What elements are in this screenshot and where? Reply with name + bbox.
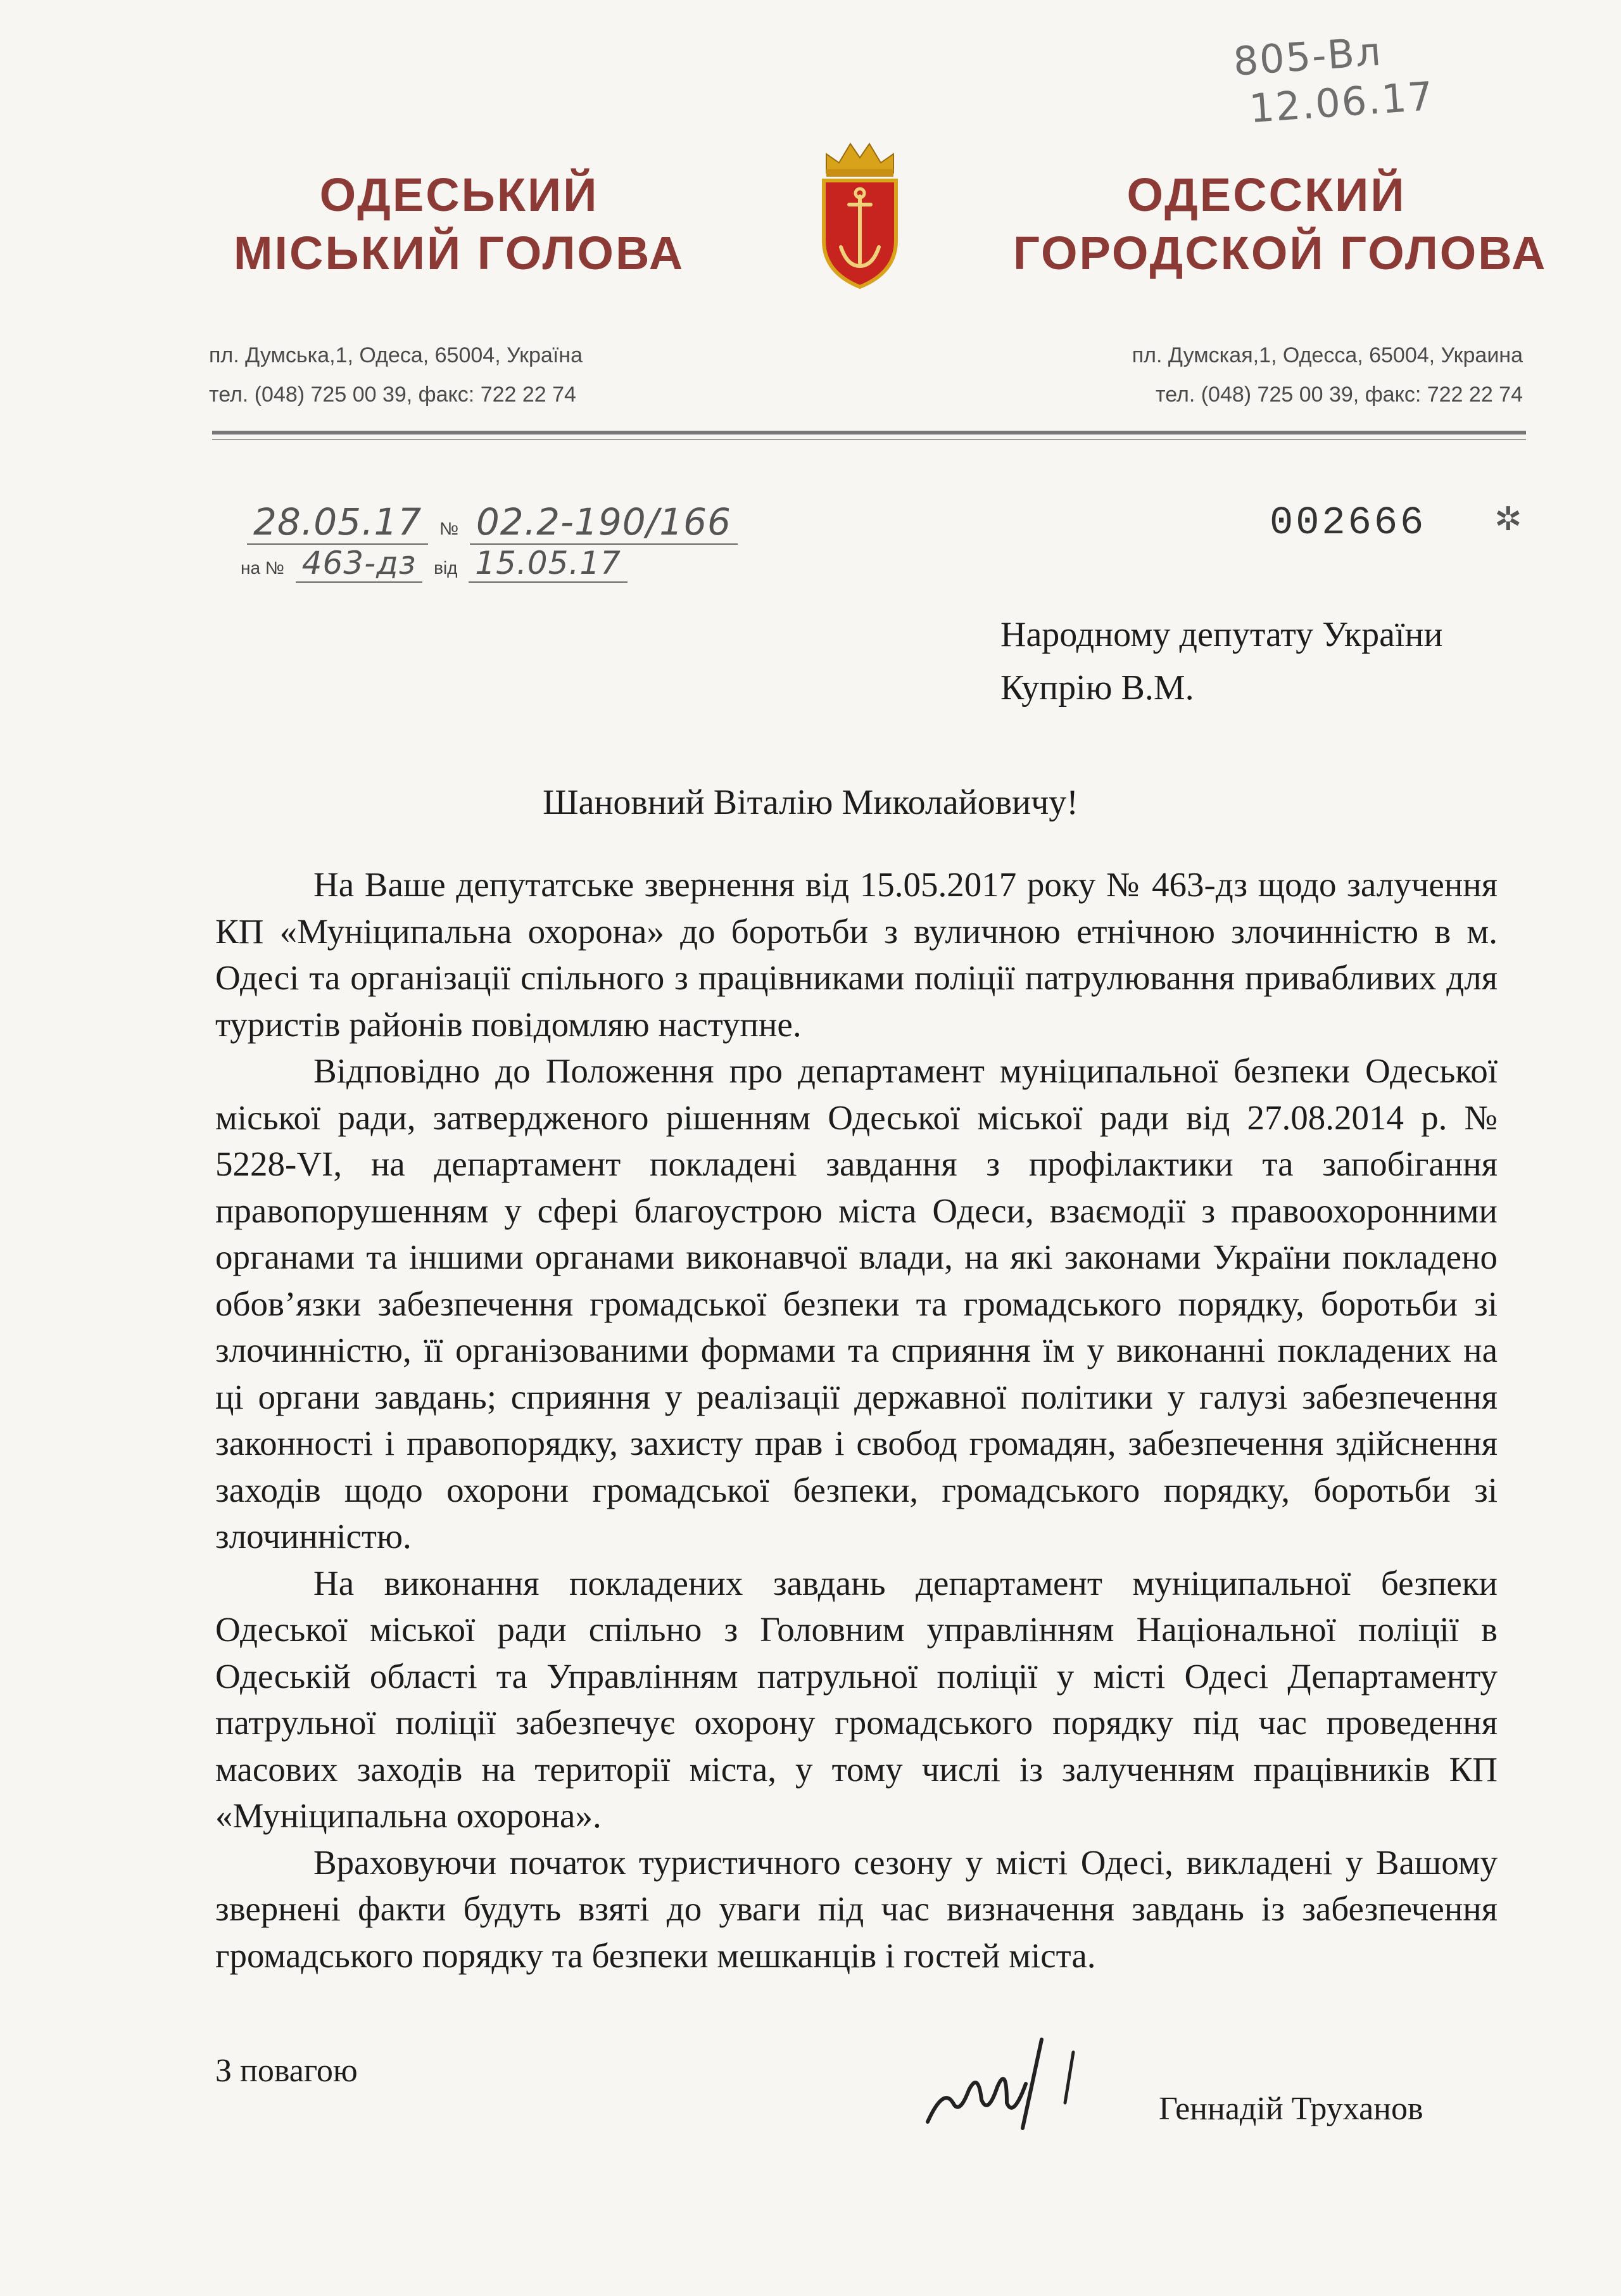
registration-line-reply: [234, 545, 628, 583]
body-paragraph-3: На виконання покладених завдань департамент муніципальної безпеки Одеської міської ради спільно з Головним управлінням Національної поліції в Одеській області та Управлінням патрульної поліції у місті Одесі Департаменту патрульної поліції забезпечує охорону громадського порядку під час проведення масових заходів на території міста, у тому числі із залученням працівників КП «Муніципальна охорона».: [215, 1563, 1498, 1835]
address-left: пл. Думська,1, Одеса, 65004, Україна: [209, 343, 583, 367]
handwritten-signature-icon: [918, 2027, 1114, 2134]
addressee: [1000, 608, 1539, 714]
serial-mark-icon: ✲: [1494, 502, 1522, 538]
registration-number: 02.2-190/166: [470, 500, 738, 545]
handwritten-corner-note: [1232, 20, 1504, 134]
letterhead-address-russian: [1016, 336, 1523, 414]
letterhead-divider-thin: [212, 439, 1526, 440]
corner-note-line2: 12.06.17: [1247, 72, 1436, 132]
reply-date: 15.05.17: [469, 545, 628, 583]
letterhead-left-line2: МІСЬКИЙ ГОЛОВА: [233, 227, 685, 279]
reply-date-label: від: [434, 558, 458, 578]
letterhead-right-line2: ГОРОДСКОЙ ГОЛОВА: [1013, 227, 1548, 279]
letterhead-divider: [212, 431, 1526, 434]
closing-phrase: З повагою: [215, 2053, 358, 2089]
registration-line-outgoing: [247, 500, 738, 545]
letterhead-address-ukrainian: [209, 336, 716, 414]
corner-note-line1: 805-Вл: [1232, 28, 1384, 85]
document-serial-number: 002666: [1270, 500, 1427, 545]
reply-number: 463-дз: [296, 545, 423, 583]
phone-right: тел. (048) 725 00 39, факс: 722 22 74: [1156, 383, 1523, 407]
body-paragraph-2: Відповідно до Положення про департамент муніципальної безпеки Одеської міської ради, затвердженого рішенням Одеської міської ради від 27.08.2014 р. № 5228-VI, на департамент покладені завдання з профілактики та запобігання правопорушенням у сфері благоустрою міста Одеси, взаємодії з правоохоронними органами та іншими органами виконавчої влади, на які законами України покладено обов’язки забезпечення громадської безпеки та громадського порядку, боротьби зі злочинністю, її організованими формами та сприяння їм у виконанні покладених на ці органи завдань; сприяння у реалізації державної політики у галузі забезпечення законності і правопорядку, захисту прав і свобод громадян, забезпечення здійснення заходів щодо охорони громадської безпеки, громадського порядку, боротьби зі злочинністю.: [215, 1051, 1498, 1556]
registration-number-label: №: [439, 519, 459, 538]
letterhead-left-line1: ОДЕСЬКИЙ: [319, 168, 599, 221]
odesa-coat-of-arms-icon: [812, 136, 907, 291]
letter-body: [215, 861, 1498, 1979]
letterhead-title-russian: [1013, 166, 1548, 282]
letterhead-right-line1: ОДЕССКИЙ: [1126, 168, 1406, 221]
addressee-line1: Народному депутату України: [1000, 615, 1443, 654]
letterhead-title-ukrainian: [231, 166, 687, 282]
registration-date: 28.05.17: [247, 500, 428, 545]
salutation: Шановний Віталію Миколайовичу!: [543, 783, 1078, 822]
body-paragraph-1: На Ваше депутатське звернення від 15.05.2017 року № 463-дз щодо залучення КП «Муніципальна охорона» до боротьби з вуличною етнічною злочинністю в м. Одесі та організації спільного з працівниками поліції патрулювання привабливих для туристів районів повідомляю наступне.: [215, 865, 1498, 1044]
phone-left: тел. (048) 725 00 39, факс: 722 22 74: [209, 383, 576, 407]
body-paragraph-4: Враховуючи початок туристичного сезону у місті Одесі, викладені у Вашому звернені факти будуть взяті до уваги під час визначення завдань із забезпечення громадського порядку та безпеки мешканців і гостей міста.: [215, 1843, 1498, 1975]
address-right: пл. Думская,1, Одесса, 65004, Украина: [1132, 343, 1523, 367]
reply-number-label: на №: [241, 558, 284, 578]
addressee-line2: Купрію В.М.: [1000, 668, 1194, 707]
signer-name: Геннадій Труханов: [1159, 2091, 1423, 2127]
